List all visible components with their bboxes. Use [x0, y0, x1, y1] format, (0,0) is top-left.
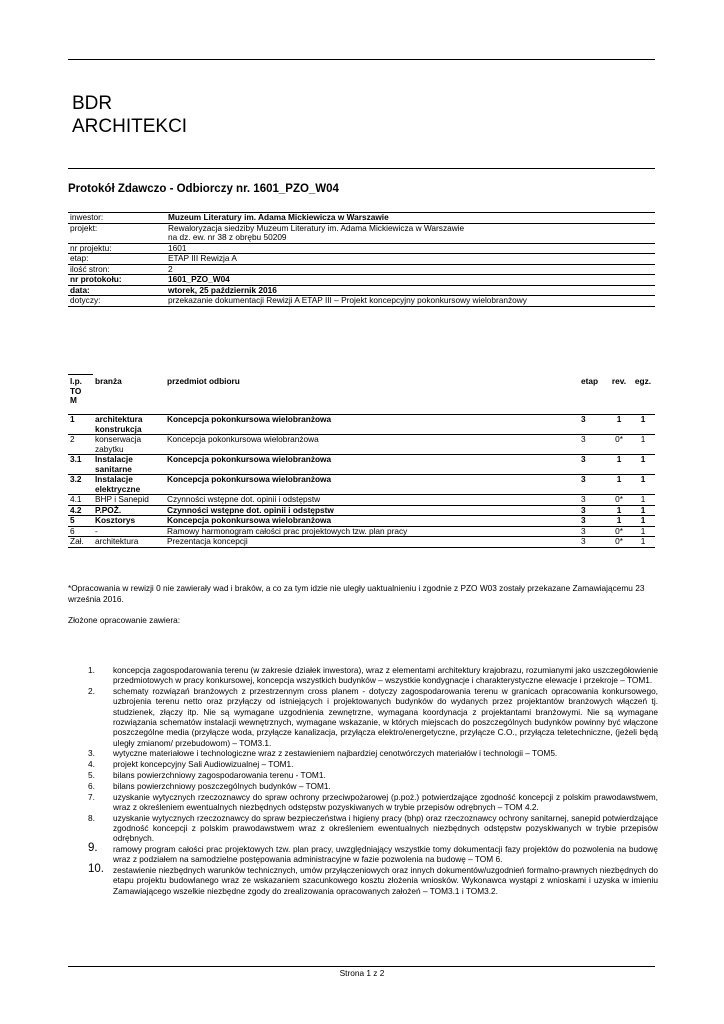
item-branza: Kosztorys: [93, 516, 165, 527]
item-row: [68, 516, 655, 527]
info-label: data:: [68, 285, 166, 296]
item-etap: 3: [575, 537, 607, 548]
brand-line-2: ARCHITEKCI: [72, 116, 188, 137]
brand-rule: [68, 168, 655, 169]
item-branza: -: [93, 526, 165, 537]
info-label: nr projektu:: [68, 243, 166, 254]
item-rev: 0*: [607, 537, 631, 548]
item-lp: 6: [68, 526, 93, 537]
item-lp: Zał.: [68, 537, 93, 548]
item-row: [68, 537, 655, 548]
item-przedmiot: Prezentacja koncepcji: [165, 537, 575, 548]
info-value: Rewaloryzacja siedziby Muzeum Literatury im. Adama Mickiewicza w Warszawie na dz. ew. nr 38 z obrębu 50209: [166, 223, 655, 243]
item-przedmiot: Czynności wstępne dot. opinii i odstępstw: [165, 505, 575, 516]
item-branza: konserwacja zabytku: [93, 435, 165, 455]
item-row: [68, 495, 655, 506]
item-row: [68, 526, 655, 537]
requirement-item: [68, 770, 658, 780]
requirement-number: 3.: [88, 748, 95, 759]
requirement-text: projekt koncepcyjny Sali Audiowizualnej – TOM1.: [113, 759, 294, 770]
item-lp: 2: [68, 435, 93, 455]
requirement-text: zestawienie niezbędnych warunków technicznych, umów przyłączeniowych oraz innych dokumentów/uzgodnień formalno-prawnych niezbędnych do etapu projektu budowlanego wraz ze wskazaniem szacunkowego kosztu złożenia wniosków. Wykonawca wystąpi z wnioskami i uzyska w imieniu Zamawiającego wszelkie niezbędne zgody do zrealizowania opracowanych założeń – TOM3.1 i TOM3.2.: [113, 865, 658, 896]
item-egz: 1: [631, 415, 655, 435]
item-row: [68, 475, 655, 495]
info-value: 1601_PZO_W04: [166, 275, 655, 286]
item-przedmiot: Koncepcja pokonkursowa wielobranżowa: [165, 435, 575, 455]
requirement-item: [68, 686, 658, 748]
item-branza: Instalacje sanitarne: [93, 455, 165, 475]
item-przedmiot: Koncepcja pokonkursowa wielobranżowa: [165, 455, 575, 475]
top-rule: [68, 59, 655, 60]
requirement-item: [68, 781, 658, 791]
info-value: 2: [166, 264, 655, 275]
item-etap: 3: [575, 526, 607, 537]
item-etap: 3: [575, 435, 607, 455]
item-rev: 1: [607, 475, 631, 495]
requirement-number: 5.: [88, 769, 95, 780]
item-etap: 3: [575, 455, 607, 475]
info-row: [68, 275, 655, 286]
contents-intro: Złożone opracowanie zawiera:: [68, 615, 181, 625]
item-lp: 1: [68, 415, 93, 435]
requirement-number: 10.: [88, 863, 104, 876]
item-przedmiot: Koncepcja pokonkursowa wielobranżowa: [165, 475, 575, 495]
page-number: Strona 1 z 2: [339, 968, 385, 978]
requirements-list: [68, 665, 658, 897]
header-etap: etap: [575, 375, 607, 415]
item-egz: 1: [631, 435, 655, 455]
document-title: Protokół Zdawczo - Odbiorczy nr. 1601_PZO_W04: [68, 183, 339, 195]
item-etap: 3: [575, 516, 607, 527]
info-label: ilość stron:: [68, 264, 166, 275]
header-rev: rev.: [607, 375, 631, 415]
header-egz: egz.: [631, 375, 655, 415]
item-przedmiot: Koncepcja pokonkursowa wielobranżowa: [165, 415, 575, 435]
requirement-text: uzyskanie wytycznych rzeczoznawcy do spraw bezpieczeństwa i higieny pracy (bhp) oraz rzeczoznawcy ochrony sanitarnej, sanepid potwierdzające zgodność koncepcji z polskim prawodawstwem wraz z określeniem ewentualnych niezbędnych odstępstw pozyskiwanych w trybie przepisów odrębnych.: [113, 812, 658, 844]
info-value: przekazanie dokumentacji Rewizji A ETAP III – Projekt koncepcyjny pokonkursowy wielobranżowy: [166, 296, 655, 307]
item-branza: BHP i Sanepid: [93, 495, 165, 506]
header-lp: l.p. TO M: [68, 375, 93, 415]
requirement-number: 8.: [88, 812, 95, 823]
item-rev: 1: [607, 415, 631, 435]
item-egz: 1: [631, 475, 655, 495]
requirement-text: bilans powierzchniowy zagospodarowania terenu - TOM1.: [113, 769, 326, 780]
revision-note: *Opracowania w rewizji 0 nie zawierały wad i braków, a co za tym idzie nie uległy uaktualnieniu i zgodnie z PZO W03 zostały przekazane Zamawiającemu 23 września 2016.: [68, 583, 645, 604]
item-przedmiot: Czynności wstępne dot. opinii i odstępstw: [165, 495, 575, 506]
item-rev: 1: [607, 455, 631, 475]
item-rev: 0*: [607, 526, 631, 537]
requirement-number: 4.: [88, 759, 95, 770]
requirement-number: 9.: [88, 842, 98, 855]
requirement-item: [68, 748, 658, 758]
item-etap: 3: [575, 495, 607, 506]
item-lp: 3.2: [68, 475, 93, 495]
item-rev: 1: [607, 505, 631, 516]
requirement-item: [68, 792, 658, 813]
item-branza: Instalacje elektryczne: [93, 475, 165, 495]
item-lp: 4.2: [68, 505, 93, 516]
requirement-item: [68, 665, 658, 686]
item-rev: 1: [607, 516, 631, 527]
requirement-text: koncepcja zagospodarowania terenu (w zakresie działek inwestora), wraz z elementami architektury krajobrazu, rozumianymi jako uszczegółowienie przedmiotowych w pracy konkursowej, koncepcja wszystkich budynków – wszystkie kondygnacje i charakterystyczne elewacje i przekroje – TOM1.: [113, 665, 658, 686]
item-etap: 3: [575, 505, 607, 516]
items-table: [68, 374, 655, 548]
requirement-number: 2.: [88, 686, 95, 697]
info-row: [68, 296, 655, 307]
item-egz: 1: [631, 537, 655, 548]
item-row: [68, 505, 655, 516]
requirement-text: ramowy program całości prac projektowych tzw. plan pracy, uwzględniający wszystkie tomy dokumentacji fazy projektów do pozwolenia na budowę wraz z podziałem na samodzielne postępowania administracyjne w fazie pozwolenia na budowę – TOM 6.: [113, 844, 658, 865]
requirement-item: [68, 813, 658, 844]
item-row: [68, 415, 655, 435]
info-value: 1601: [166, 243, 655, 254]
item-egz: 1: [631, 526, 655, 537]
item-lp: 4.1: [68, 495, 93, 506]
item-egz: 1: [631, 505, 655, 516]
requirement-item: [68, 759, 658, 769]
item-branza: architektura: [93, 537, 165, 548]
info-table: [68, 212, 655, 307]
requirement-text: wytyczne materiałowe i technologiczne wraz z zestawieniem najbardziej cenotwórczych materiałów i technologii – TOM5.: [113, 748, 558, 759]
requirement-item: [68, 844, 658, 865]
info-value: ETAP III Rewizja A: [166, 254, 655, 265]
items-header-row: [68, 375, 655, 415]
item-row: [68, 435, 655, 455]
item-przedmiot: Koncepcja pokonkursowa wielobranżowa: [165, 516, 575, 527]
requirement-number: 1.: [88, 665, 95, 675]
item-egz: 1: [631, 455, 655, 475]
item-lp: 5: [68, 516, 93, 527]
item-branza: P.POŻ.: [93, 505, 165, 516]
requirement-number: 7.: [88, 791, 95, 802]
info-row: [68, 243, 655, 254]
info-row: [68, 223, 655, 243]
info-value: wtorek, 25 październik 2016: [166, 285, 655, 296]
info-label: dotyczy:: [68, 296, 166, 307]
requirement-item: [68, 865, 658, 896]
requirement-number: 6.: [88, 780, 95, 791]
item-etap: 3: [575, 415, 607, 435]
brand-logo: [72, 92, 187, 138]
info-label: nr protokołu:: [68, 275, 166, 286]
item-przedmiot: Ramowy harmonogram całości prac projektowych tzw. plan pracy: [165, 526, 575, 537]
item-etap: 3: [575, 475, 607, 495]
item-egz: 1: [631, 495, 655, 506]
brand-line-1: BDR: [72, 93, 113, 114]
item-rev: 0*: [607, 435, 631, 455]
info-label: etap:: [68, 254, 166, 265]
requirement-text: bilans powierzchniowy poszczególnych budynków – TOM1.: [113, 780, 331, 791]
requirement-text: uzyskanie wytycznych rzeczoznawcy do spraw ochrony przeciwpożarowej (p.poż.) potwierdzające zgodność koncepcji z polskim prawodawstwem, wraz z określeniem ewentualnych niezbędnych odstępstw pozyskiwanych w trybie przepisów odrębnych – TOM 4.2.: [113, 791, 658, 812]
item-lp: 3.1: [68, 455, 93, 475]
item-branza: architektura konstrukcja: [93, 415, 165, 435]
info-label: inwestor:: [68, 213, 166, 224]
header-przedmiot: przedmiot odbioru: [165, 375, 575, 415]
requirement-text: schematy rozwiązań branżowych z przestrzennym cross planem - dotyczy zagospodarowania terenu w granicach opracowania konkursowego, uzbrojenia terenu netto oraz przyłączy od istniejących i projektowanych budynków do wydanych przez projektantów branżowych włączeń tj. studzienek, złączy itp. Nie są wymagane uzgodnienia zewnętrzne, wymagana koordynacja z projektantami branżowymi. Nie są wymagane rozwiązania schematów instalacji wewnętrznych, wymagane wskazanie, w których miejscach do poszczególnych budynków powinny być włączone poszczególne media (przyłącze woda, przyłącze kanalizacja, przyłącza elektro/energetyczne, przyłącze C.O., przyłącza teletechniczne, (jeżeli będą uległy zmianom/ przebudowom) – TOM3.1.: [113, 686, 658, 748]
header-branza: branża: [93, 375, 165, 415]
info-row: [68, 213, 655, 224]
info-label: projekt:: [68, 223, 166, 243]
item-egz: 1: [631, 516, 655, 527]
footer-rule: [68, 966, 655, 967]
info-row: [68, 264, 655, 275]
item-rev: 0*: [607, 495, 631, 506]
info-row: [68, 254, 655, 265]
info-row: [68, 285, 655, 296]
item-row: [68, 455, 655, 475]
info-value: Muzeum Literatury im. Adama Mickiewicza w Warszawie: [166, 213, 655, 224]
